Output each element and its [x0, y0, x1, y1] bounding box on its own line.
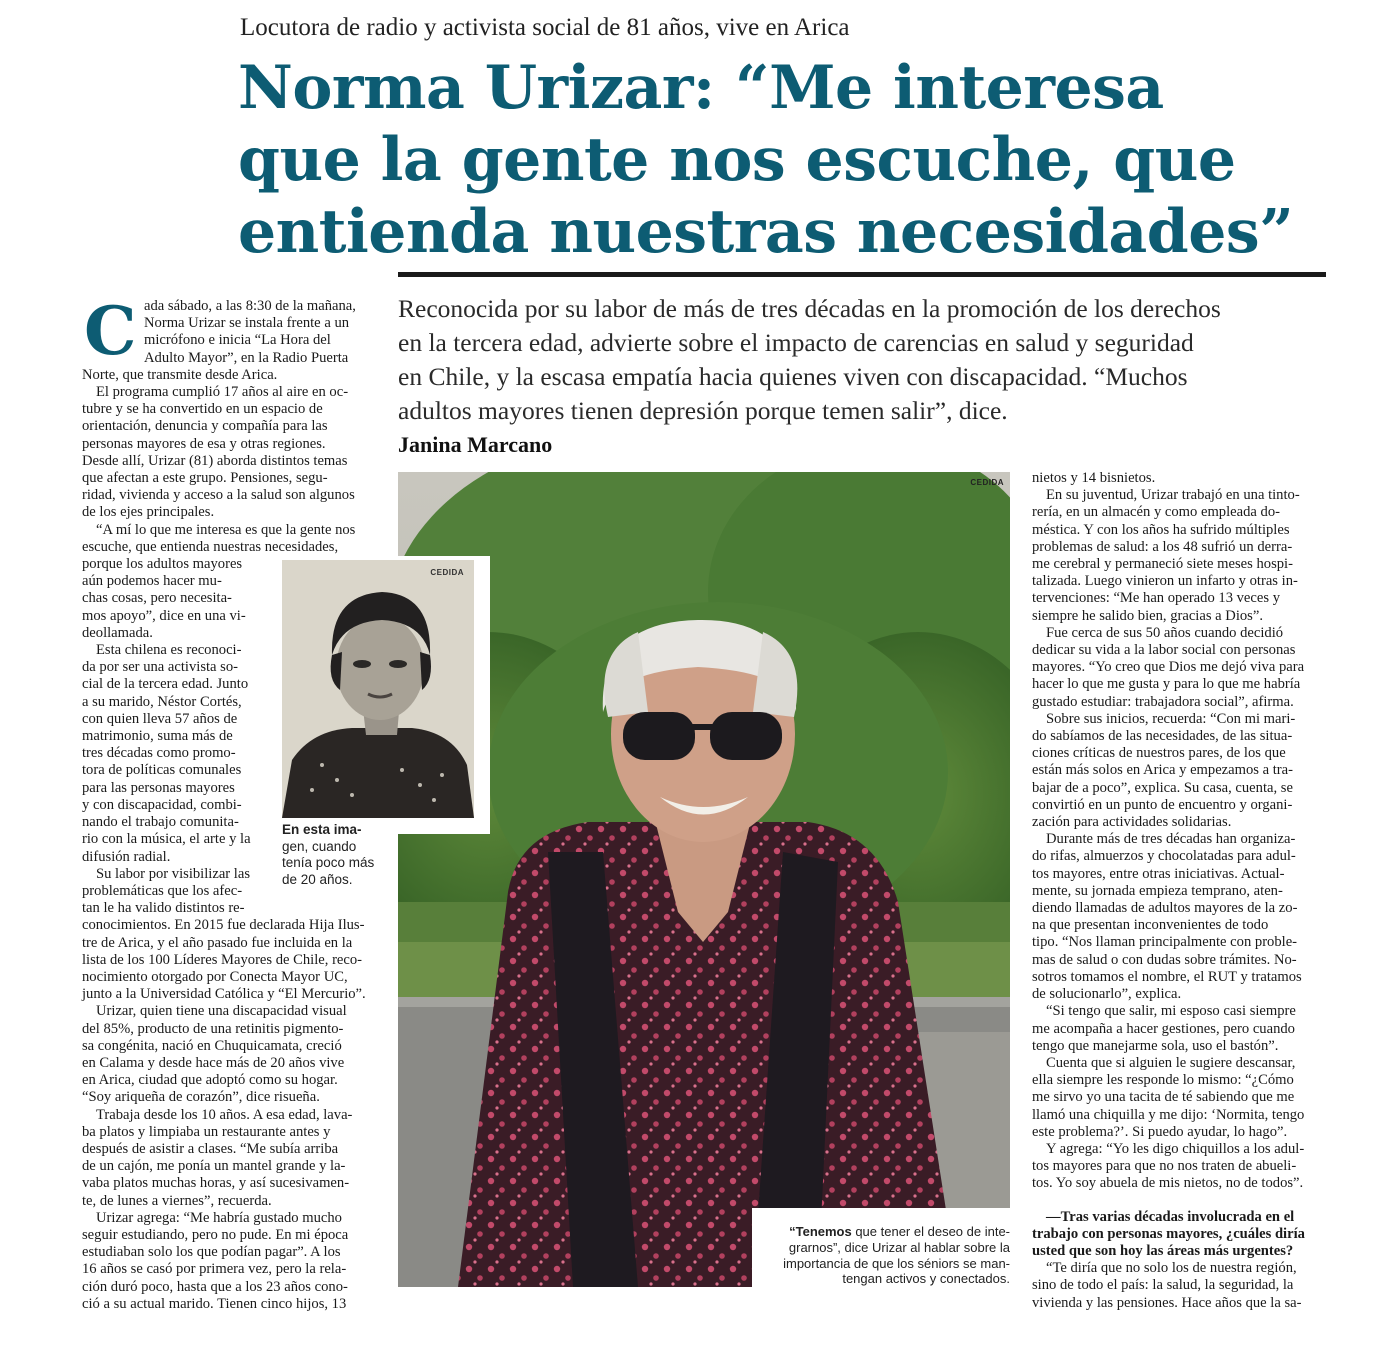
- caption-line: de 20 años.: [282, 871, 353, 887]
- text-line: rería, en un almacén y como empleada do-: [1032, 504, 1280, 521]
- text-line: En su juventud, Urizar trabajó en una tinto-: [1046, 487, 1300, 504]
- text-line: nocimiento otorgado por Conecta Mayor UC,: [82, 968, 348, 985]
- text-line: convirtió en un punto de encuentro y organi-: [1032, 796, 1293, 813]
- text-line: Norma Urizar se instala frente a un: [144, 315, 350, 332]
- caption-line: tenía poco más: [282, 855, 375, 870]
- small-photo-caption: [282, 822, 482, 888]
- text-line: Norte, que transmite desde Arica.: [82, 366, 278, 383]
- text-line: diendo llamadas de adultos mayores de la zo-: [1032, 900, 1298, 917]
- text-line: problemáticas que los afec-: [82, 882, 243, 899]
- text-line: ridad, vivienda y acceso a la salud son algunos: [82, 487, 355, 504]
- photo-credit: CEDIDA: [970, 478, 1004, 487]
- small-photo: [282, 560, 474, 818]
- text-line: [1032, 1193, 1328, 1209]
- deck-line: en la tercera edad, advierte sobre el impacto de carencias en salud y seguridad: [398, 328, 1194, 357]
- caption-line: tengan activos y conectados.: [842, 1271, 1010, 1287]
- text-line: del 85%, producto de una retinitis pigmento-: [82, 1020, 344, 1037]
- deck-line: adultos mayores tienen depresión porque temen salir”, dice.: [398, 396, 1008, 425]
- text-line: 16 años se casó por primera vez, pero la rela-: [82, 1261, 347, 1278]
- text-line: a su marido, Néstor Cortés,: [82, 693, 242, 710]
- text-line: Durante más de tres décadas han organiza-: [1046, 831, 1296, 848]
- text-line: Urizar agrega: “Me habría gustado mucho: [96, 1209, 342, 1226]
- text-line: tos mayores para que no nos traten de abueli-: [1032, 1158, 1297, 1175]
- text-line: seguir estudiando, pero no pude. En mi época: [82, 1226, 349, 1243]
- text-line: tan le ha valido distintos re-: [82, 900, 245, 917]
- text-line: escuche, que entienda nuestras necesidades,: [82, 538, 339, 555]
- text-line: y con discapacidad, combi-: [82, 796, 242, 813]
- text-line: personas mayores de esa y otras regiones.: [82, 435, 326, 452]
- text-line: Sobre sus inicios, recuerda: “Con mi mari-: [1046, 710, 1296, 727]
- text-line: nando el trabajo comunita-: [82, 814, 239, 831]
- text-line: difusión radial.: [82, 848, 171, 865]
- text-line: tervenciones: “Me han operado 13 veces y: [1032, 590, 1280, 607]
- text-line: aún podemos hacer mu-: [82, 573, 222, 590]
- deck-line: en Chile, y la escasa empatía hacia quienes viven con discapacidad. “Muchos: [398, 362, 1188, 391]
- caption-line: [756, 1224, 1010, 1240]
- text-line: sotros tomamos el nombre, el RUT y tratamos: [1032, 968, 1302, 985]
- text-line: ció a su actual marido. Tienen cinco hijos, 13: [82, 1295, 347, 1312]
- text-line: en Arica, ciudad que adoptó como su hogar.: [82, 1072, 338, 1089]
- text-line: bajar de a poco”, explica. Su casa, cuenta, se: [1032, 779, 1293, 796]
- photo-credit: CEDIDA: [430, 568, 464, 577]
- text-line: Fue cerca de sus 50 años cuando decidió: [1046, 624, 1284, 641]
- text-line: con quien lleva 57 años de: [82, 710, 238, 727]
- caption-text: que tener el deseo de inte-: [851, 1224, 1010, 1239]
- text-line: Cuenta que si alguien le sugiere descansar,: [1046, 1054, 1296, 1071]
- text-line: tengo que manejarme sola, uso el bastón”.: [1032, 1037, 1279, 1054]
- text-line: tora de políticas comunales: [82, 762, 242, 779]
- text-line: talizada. Luego vinieron un infarto y otras in-: [1032, 573, 1298, 590]
- text-line: Trabaja desde los 10 años. A esa edad, lava-: [96, 1106, 353, 1123]
- text-line: problemas de salud: a los 48 sufrió un derra-: [1032, 538, 1293, 555]
- text-line: “Soy ariqueña de corazón”, dice risueña.: [82, 1089, 320, 1106]
- text-line: Desde allí, Urizar (81) aborda distintos temas: [82, 452, 348, 469]
- section-rule: [398, 272, 1326, 277]
- text-line: ción duró poco, hasta que a los 23 años cono-: [82, 1278, 348, 1295]
- text-line: —Tras varias décadas involucrada en el: [1046, 1208, 1295, 1225]
- text-line: en Calama y desde hace más de 20 años vive: [82, 1054, 345, 1071]
- text-line: sa congénita, nació en Chuquicamata, creció: [82, 1037, 342, 1054]
- text-line: de solucionarlo”, explica.: [1032, 986, 1182, 1003]
- text-line: mayores. “Yo creo que Dios me dejó viva para: [1032, 659, 1305, 676]
- text-line: cial de la tercera edad. Junto: [82, 676, 249, 693]
- caption-line: importancia de que los séniors se man-: [783, 1255, 1010, 1271]
- text-line: junto a la Universidad Católica y “El Mercurio”.: [82, 986, 366, 1003]
- text-line: me acompaña a hacer gestiones, pero cuando: [1032, 1020, 1295, 1037]
- vintage-portrait: [282, 560, 474, 818]
- text-line: vaba platos muchas horas, y así sucesivamen-: [82, 1175, 350, 1192]
- text-line: vivienda y las pensiones. Hace años que la sa-: [1032, 1294, 1302, 1311]
- text-line: de un cajón, me ponía un mantel grande y la-: [82, 1158, 346, 1175]
- text-line: orientación, denuncia y compañía para las: [82, 418, 328, 435]
- kicker: Locutora de radio y activista social de 81 años, vive en Arica: [240, 14, 850, 41]
- text-line: ella siempre les responde lo mismo: “¿Cómo: [1032, 1072, 1294, 1089]
- text-line: tre de Arica, y el año pasado fue incluida en la: [82, 934, 353, 951]
- headline-line: que la gente nos escuche, que: [238, 125, 1236, 195]
- text-line: siempre he salido bien, gracias a Dios”.: [1032, 607, 1263, 624]
- text-line: que afectan a este grupo. Pensiones, segu-: [82, 470, 328, 487]
- text-line: usted que son hoy las áreas más urgentes?: [1032, 1242, 1294, 1259]
- caption-line: gen, cuando: [282, 838, 357, 854]
- text-line: me cerebral y permaneció siete meses hospi-: [1032, 556, 1293, 573]
- headline-line: Norma Urizar: “Me interesa: [238, 53, 1164, 123]
- text-line: sino de todo el país: la salud, la seguridad, la: [1032, 1277, 1294, 1294]
- headline-line: entienda nuestras necesidades”: [238, 197, 1294, 267]
- text-line: tipo. “Nos llaman principalmente con proble-: [1032, 934, 1298, 951]
- text-line: mos apoyo”, dice en una vi-: [82, 607, 246, 624]
- text-line: nietos y 14 bisnietos.: [1032, 470, 1156, 486]
- text-line: me sirvo yo una tacita de té sabiendo que me: [1032, 1089, 1295, 1106]
- text-line: tos mayores, entre otras iniciativas. Actual-: [1032, 865, 1285, 882]
- text-line: Urizar, quien tiene una discapacidad visual: [96, 1003, 347, 1020]
- byline: Janina Marcano: [398, 432, 553, 457]
- text-line: estudiaban solo los que podían pagar”. A los: [82, 1244, 341, 1261]
- main-photo-caption: [756, 1224, 1010, 1287]
- text-line: hacer lo que me gusta y para lo que me habría: [1032, 676, 1301, 693]
- text-line: ada sábado, a las 8:30 de la mañana,: [144, 298, 356, 314]
- text-line: de los ejes principales.: [82, 504, 215, 521]
- text-line: matrimonio, suma más de: [82, 728, 233, 745]
- text-line: conocimientos. En 2015 fue declarada Hija Ilus-: [82, 917, 365, 934]
- deck-line: Reconocida por su labor de más de tres décadas en la promoción de los derechos: [398, 294, 1221, 323]
- text-line: deollamada.: [82, 624, 153, 641]
- text-line: tos. Yo soy abuela de mis nietos, no de todos”.: [1032, 1175, 1304, 1192]
- text-line: do rifas, almuerzos y chocolatadas para adul-: [1032, 848, 1296, 865]
- text-line: “Si tengo que salir, mi esposo casi siempre: [1046, 1003, 1296, 1020]
- text-line: na que presentan inconvenientes de todo: [1032, 917, 1269, 934]
- text-line: “Te diría que no solo los de nuestra región,: [1046, 1260, 1297, 1277]
- text-line: El programa cumplió 17 años al aire en oc-: [96, 384, 349, 401]
- text-line: zación para actividades solidarias.: [1032, 814, 1232, 831]
- text-line: después de asistir a clases. “Me subía arriba: [82, 1140, 339, 1157]
- text-line: porque los adultos mayores: [82, 556, 243, 573]
- text-line: mente, su jornada empieza temprano, aten-: [1032, 882, 1283, 899]
- text-line: tres décadas como promo-: [82, 745, 236, 762]
- text-line: para las personas mayores: [82, 779, 235, 796]
- text-line: trabajo con personas mayores, ¿cuáles diría: [1032, 1225, 1305, 1242]
- text-line: Su labor por visibilizar las: [96, 865, 251, 882]
- text-line: rio con la música, el arte y la: [82, 831, 251, 848]
- text-line: chas cosas, pero necesita-: [82, 590, 232, 607]
- text-line: están más solos en Arica y empezamos a tra-: [1032, 762, 1293, 779]
- text-line: ba platos y limpiaba un restaurante antes y: [82, 1123, 331, 1140]
- text-line: “A mí lo que me interesa es que la gente nos: [96, 521, 356, 538]
- text-line: este problema?’. Si puedo ayudar, lo hago”.: [1032, 1123, 1288, 1140]
- text-line: Esta chilena es reconoci-: [96, 642, 242, 659]
- text-line: Adulto Mayor”, en la Radio Puerta: [144, 349, 349, 366]
- text-line: lista de los 100 Líderes Mayores de Chile, reco-: [82, 951, 363, 968]
- text-line: Y agrega: “Yo les digo chiquillos a los adul-: [1046, 1140, 1305, 1157]
- text-line: dedicar su vida a la labor social con personas: [1032, 642, 1296, 659]
- text-line: tubre y se ha convertido en un espacio de: [82, 401, 323, 418]
- caption-line: grarnos”, dice Urizar al hablar sobre la: [788, 1239, 1010, 1255]
- body-column-right: [1032, 470, 1328, 1312]
- text-line: da por ser una activista so-: [82, 659, 239, 676]
- text-line: méstica. Y con los años ha sufrido múltiples: [1032, 521, 1290, 538]
- deck: [398, 292, 1328, 428]
- text-line: gustado estudiar: trabajadora social”, afirma.: [1032, 693, 1294, 710]
- text-line: llamó una chiquilla y me dijo: ‘Normita, tengo: [1032, 1106, 1305, 1123]
- headline: [238, 52, 1338, 268]
- caption-lead: “Tenemos: [789, 1224, 852, 1239]
- text-line: do sabíamos de las necesidades, de las situa-: [1032, 728, 1293, 745]
- caption-lead: En esta ima-: [282, 822, 362, 837]
- text-line: micrófono e inicia “La Hora del: [144, 332, 331, 349]
- text-line: ciones críticas de nuestros pares, de los que: [1032, 745, 1286, 762]
- text-line: mas de salud o con dudas sobre trámites. No-: [1032, 951, 1297, 968]
- drop-cap: C: [84, 292, 137, 370]
- text-line: te, de lunes a viernes”, recuerda.: [82, 1192, 272, 1209]
